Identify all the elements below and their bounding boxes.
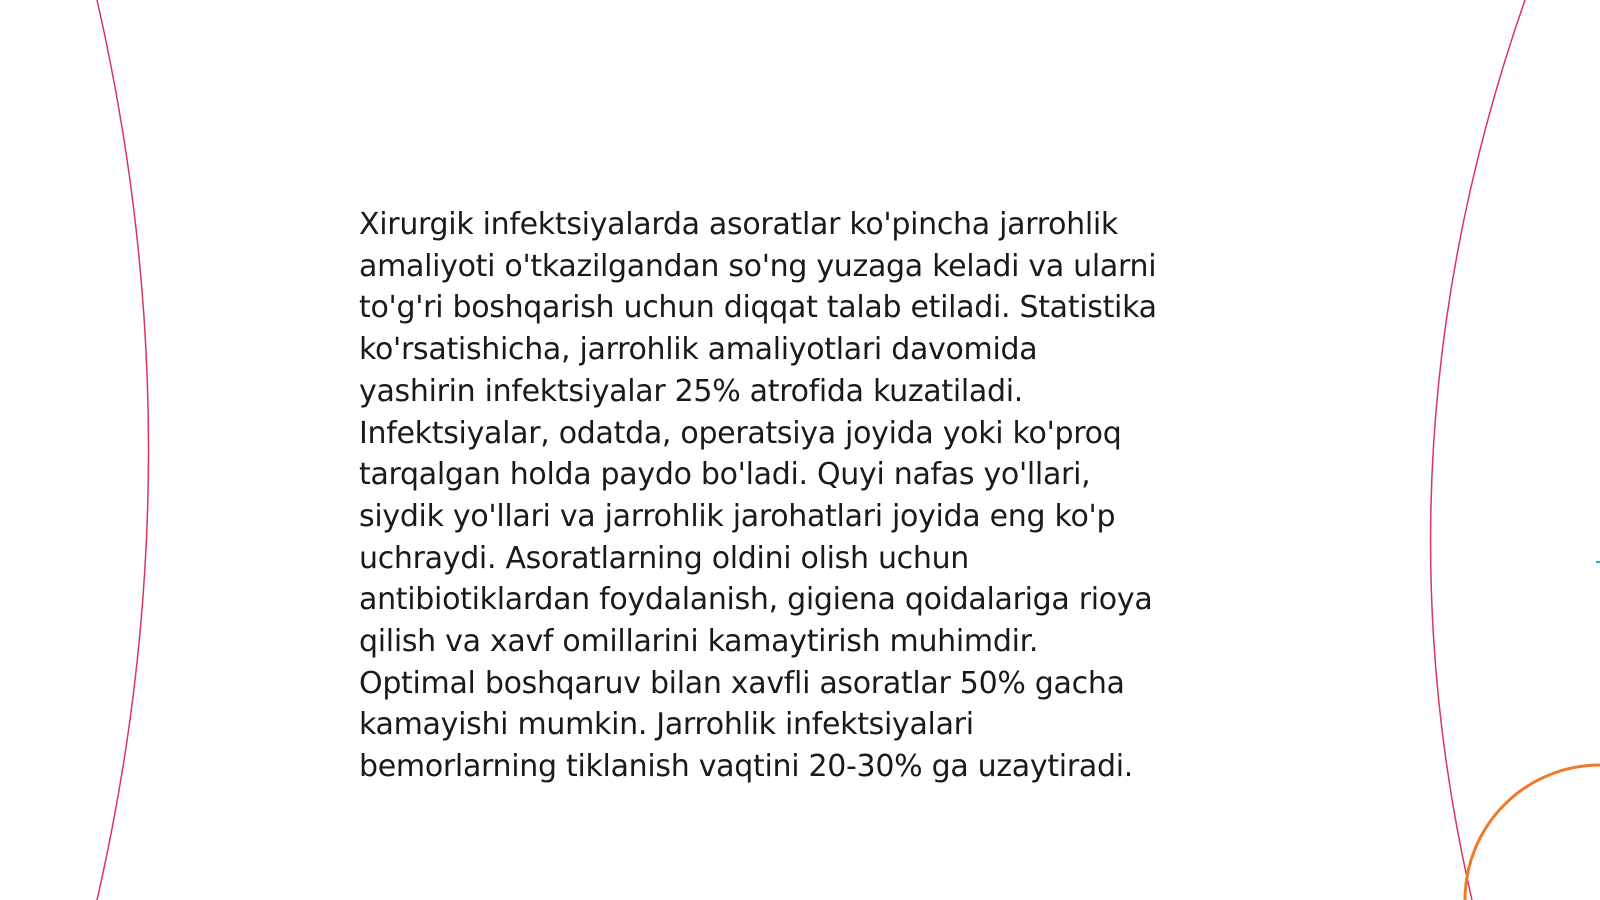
body-paragraph: Xirurgik infektsiyalarda asoratlar ko'pincha jarrohlik amaliyoti o'tkazilgandan so'ng yuzaga keladi va ularni to'g'ri boshqarish uchun diqqat talab etiladi. Statistika ko'rsatishicha, jarrohlik amaliyotlari davomida yashirin infektsiyalar 25% atrofida kuzatiladi. Infektsiyalar, odatda, operatsiya joyida yoki ko'proq tarqalgan holda paydo bo'ladi. Quyi nafas yo'llari, siydik yo'llari va jarrohlik jarohatlari joyida eng ko'p uchraydi. Asoratlarning oldini olish uchun antibiotiklardan foydalanish, gigiena qoidalariga rioya qilish va xavf omillarini kamaytirish muhimdir. Optimal boshqaruv bilan xavfli asoratlar 50% gacha kamayishi mumkin. Jarrohlik infektsiyalari bemorlarning tiklanish vaqtini 20-30% ga uzaytiradi. [359,207,1157,785]
corner-circle [1465,765,1600,900]
left-arc-line [97,0,149,900]
right-arc-line [1431,0,1525,900]
